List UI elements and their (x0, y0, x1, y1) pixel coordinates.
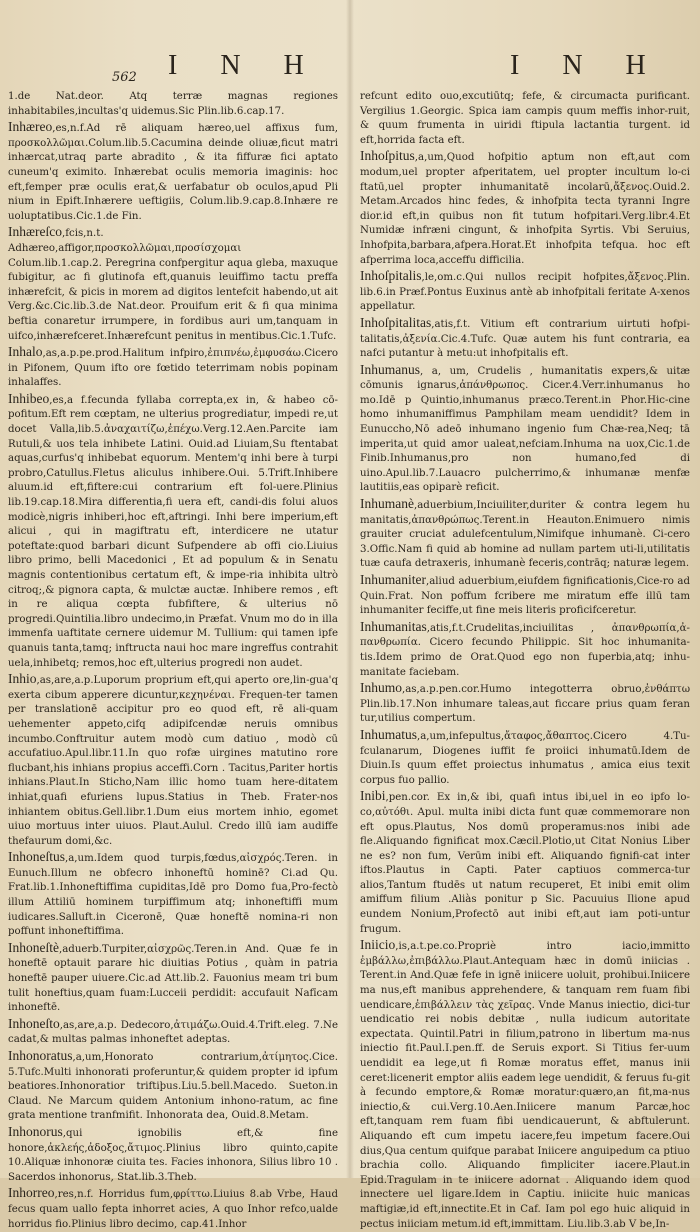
entry-text: ,aduerbium,Inciuiliter,duriter & contra legem hu manitatis,ἀπανθρώπως.Terent.in Heauton.Enimuero nimis grauiter cruciat adulefcentulum,Nimifque inhumanè. Ci-cero 3.Offic.Nam fi quid ab homine ad nullam partem uti-li,utilitatis tuæ caufa detraxeris, inhumanè feceris,contrāq; naturæ legem. (360, 500, 690, 570)
dictionary-entry (360, 88, 690, 148)
dictionary-entry (360, 269, 690, 315)
entry-headword: Inhumanè (360, 496, 414, 512)
dictionary-entry (8, 1017, 338, 1048)
dictionary-entry (8, 1186, 338, 1232)
entry-headword: Inhumaniter (360, 572, 426, 587)
left-column (8, 0, 338, 1230)
entry-headword: Inhorreo (8, 1185, 55, 1201)
entry-text: ,as,are,a.p. Dedecoro,ἀτιμάζω.Ouid.4.Trift.eleg. 7.Ne cadat,& multas palmas inhoneftet adeptas. (8, 1019, 338, 1046)
entry-headword: Inhoſpitus (360, 148, 415, 164)
dictionary-entry (360, 789, 690, 937)
dictionary-entry (8, 345, 338, 391)
entry-text: 1.de Nat.deor. Atq terræ magnas regiones inhabitabiles,incultas'q uidemus.Sic Plin.lib.6.cap.17. (8, 91, 338, 117)
entry-text: ,is,a.t.pe.co.Propriè intro iacio,immitto ἐμβάλλω,ἐπιβάλλω.Plaut.Antequam hæc in domū iniicias . Terent.in And.Quæ fefe in ignē iniicere uoluit, prohibui.Iniicere ma nus,eft manibus apprehendere, & tanquam rem fuam fibi uendicare,ἐπιβάλλειν τὰς χεῖρας. Vnde Manus iniectio, dici-tur uendicatio rei nobis debitæ , nulla iudicum autoritate expectata. Quintil.Patri in filium,patrono in libertum ma-nus iniectio fit.Paul.I.pen.ff. de Seruis export. Si Titius fer-uum uendidit ea lege,ut fi Romæ moratus effet, manus inii ceret:licenerit emptor aliis eadem lege uendidit, & feruus fu-git à fecundo emptore,& Romæ moratur:quæro,an fit,ma-nus iniectio,& cui.Verg.10.Aen.Iniicere manum Parcæ,hoc eft,tanquam rem fuam fibi uendicauerunt, & abftulerunt. Aliquando eft cum impetu iacere,feu impetum facere.Oui dius,Qua centum quifque parabat Iniicere anguipedum ca ptiuo brachia collo. Aliquando fimpliciter iacere.Plaut.in Epid.Tragulam in te iniicere adornat . Aliquando idem quod innectere uel ligare.Idem in Captiu. iniicite huic manicas maftigiæ,id eft,innectite.Et in Caf. Iam pol ego huic aliquid in pectus iniiciam metum.id eft,immittam. Liu.lib.3.ab V be,In- (360, 941, 690, 1230)
dictionary-entry (360, 149, 690, 268)
entry-text: ,es,n.f.Ad rē aliquam hæreo,uel affixus fum, προσκολλῶμαι.Colum.lib.5.Cacumina deinde oliuæ,ficut matri inhærcat,utraq parte abradito , & ita fiffuræ fici aptato cuneum'q eximito. Inhærebat oculis memoria imaginis: hoc eft,femper præ oculis erat,& uerfabatur ob oculos,apud Pli nium in Epift.Inhærere ueftigiis, Colum.lib.9.cap.8.Inhære re uoluptatibus.Cic.1.de Fin. (8, 123, 338, 222)
dictionary-entry (360, 681, 690, 727)
dictionary-entry (8, 392, 338, 671)
right-entries (360, 88, 690, 1232)
entry-headword: Inhæreo (8, 119, 53, 135)
entry-text: , a, um, Crudelis , humanitatis expers,& uitæ cōmunis ignarus,ἀπάνθρωπος. Cicer.4.Verr.inhumanus ho mo.Idē p Quintio,inhumanus præco.Terent.in Phor.Hic-cine homo inhumaniffimus Pamphilam meam uendidit? Idem in Eunuccho,Nō adeō inhumano ingenio fum Chæ-rea,Neq; tā imperita,ut quid amor ualeat,nefciam.Inhuma na uox,Cic.1.de Finib.Inhumanus,pro non humano,fed di uino.Apul.lib.7.Lauacro pulcherrimo,& inhumanæ menfæ lautitiis,eas opiparè reficit. (360, 365, 690, 494)
right-running-head (360, 0, 690, 88)
entry-text: ,res,n.f. Horridus fum,φρίττω.Liuius 8.ab Vrbe, Haud fecus quam uallo fepta inhorret acies, A quo Inhor refco,ualde horridus fio.Plinius libro decimo, cap.41.Inhor (8, 1189, 338, 1230)
dictionary-entry (360, 620, 690, 680)
dictionary-entry (8, 120, 338, 224)
entry-text: ,pen.cor. Ex in,& ibi, quafi intus ibi,uel in eo ipfo lo-co,αὐτόθι. Apul. multa inibi dicta funt quæ commemorare non eft opus.Plautus, Nos domū properamus:nos inibi ade fle.Aliquando fignificat mox.Cæcil.Plotio,ut Citat Nonius Liber ne es? non fum, Verūm inibi eft. Aliquando fignifi-cat inter iftos.Plautus in Capti. Pater captiuos commerca-tur alios,Tantum ftudēs ut natum recuperet, Et inibi emit olim amiffum filium .Aliàs ponitur p Sic. Pacuuius Ilione apud eundem Nonium,Profectō aut inibi eft,aut iam poti-untur frugum. (360, 792, 690, 935)
entry-headword: Inhumanitas (360, 618, 427, 634)
entry-headword: Inibi (360, 788, 386, 804)
entry-text: refcunt edito ouo,excutiūtq; fefe, & circumacta purificant. Vergilius 1.Georgic. Spica iam campis quum meffis inhor-ruit, & quum frumenta in uiridi ftipula lactantia turgent. id eft,horrida facta eft. (360, 91, 690, 146)
right-column (360, 0, 690, 1230)
entry-text: ,atis,f.t.Crudelitas,inciuilitas , ἀπανθρωπία,ἀ-πανθρωπία. Cicero fecundo Philippic. Sit hoc inhumanita-tis.Idem primo de Orat.Quod ego non fuperbia,atq; inhu-manitate faciebam. (360, 622, 690, 678)
entry-text: ,fcis,n.t. Adhæreo,affigor,προσκολλῶμαι,προσίσχομαι Colum.lib.1.cap.2. Peregrina confpergitur aqua gleba, maxuque fubigitur, ac fi glutinofa eft,quanuis leuiffimo tactu preffa inhærefcit, & picis in morem ad digitos lentefcit habendo,ut ait Verg.&c.Cic.lib.3.de Nat.deor. Prouifum erit & fi qua minima beftia conaretur irrumpere, in fordibus auri um,tanquam in uifco,inhærefceret.Inhærefcunt penitus in mentibus.Cic.1.Tufc. (8, 228, 338, 342)
entry-headword: Inhoſpitalitas (360, 314, 432, 330)
entry-text: ,a,um,Quod hofpitio aptum non eft,aut com modum,uel propter afperitatem, uel propter incultum lo-ci ftatū,uel propter inhumanitatē incolarū,ἄξενος.Ouid.2. Metam.Arcados hinc fedes, & inhofpita tecta tyranni Ingre dior.id eft,in quibus non fit tutum hofpitari.Verg.libr.4.Et Numidæ infræni cingunt, & inhofpita Syrtis. Vbi Seruius, Inhofpita,barbara,afpera.Horat.Et inhofpita tefqua. hoc eft afperrima loca,acceffu difficilia. (360, 152, 690, 266)
dictionary-entry (8, 850, 338, 940)
entry-headword: Inhumo (360, 680, 402, 696)
entry-headword: Iniicio (360, 937, 396, 953)
entry-text: ,aliud aduerbium,eiufdem fignificationis,Cice-ro ad Quin.Frat. Non poffum fcribere me miratum effe illū tam inhumaniter feciffe,ut fine meis literis proficifceretur. (360, 576, 690, 617)
entry-headword: Inhoſpitalis (360, 268, 422, 284)
entry-headword: Inhumanus (360, 361, 420, 377)
running-head-left: I N H (168, 50, 322, 81)
entry-text: ,a,um,Honorato contrarium,ἀτίμητος.Cice. 5.Tufc.Multi inhonorati proferuntur,& quidem propter id ipfum beatiores.Inhonoratior triftiþus.Liu.5.bell.Macedo. Sueton.in Claud. Ne Marcum quidem Antonium inhono-ratum, ac fine grata mentione tranfmifit. Inhonorata dea, Ouid.8.Metam. (8, 1052, 338, 1122)
entry-text: ,es,a f.fecunda fyllaba correpta,ex in, & habeo cō-pofitum.Eft rem cœptam, ne ulterius progrediatur, impedi re,ut docet Valla,lib.5.ἀναχαιτίζω,ἐπέχω.Verg.12.Aen.Parcite iam Rutuli,& uos tela inhibete Latini. Ouid.ad Liuiam,Su ftentabat aquas,curfus'q inhibebat equorum. Mentem'q inhi bere à turpi probro,Catullus.Fletus aliculus inhibere.Oui. 5.Trift.Inhibere aluum.id eft,fiftere:cui contrarium eft fol-uere.Plinius lib.19.cap.18.Mira differentia,fi uera eft, candi-dis folui aluos modicè,nigris inhiberi,hoc eft,aftringi. Inhi bere imperium,eft alicui , qui in magiftratu eft, interdicere ne utatur poteftate:quod barbari dicunt Sufpendere ab offi cio.Liuius libro primo, belli Macedonici , Et ad populum & in Senatu magnis contentionibus certatum eft, & impe-ria inhibita ultrò citroq;,& pignora capta, & mulctæ auctæ. Inhibere remos , eft in re aliqua cœpta fubfiftere, & ulterius nō progredi.Quintilia.libro undecimo,in Præfat. Vnum mo do in illa immenfa uaftitate cernere uidemur M. Tullium: qui tamen ipfe quanuis tanta,tamq; inftructa naui hoc mare ingreffus contrahit uela,inhibetq; remos,hoc eft,ulterius progredi non audet. (8, 394, 338, 669)
page-gutter (346, 0, 354, 1178)
entry-text: ,as,are,a.p.Luporum proprium eft,qui aperto ore,lin-gua'q exerta cibum apperere dicuntur,κεχηνέναι. Frequen-ter tamen per translationē accipitur pro eo quod eft, rē ali-quam uehementer appeto,cifq adipifcendæ neruis omnibus incumbo.Conftruitur autem modò cum datiuo , modò cū accufatiuo.Apul.libr.11.In quo rofæ uirgines matutino rore flucbant,his inhians propius acceffi.Corn . Tacitus,Pariter hortis inhians.Plaut.In Sticho,Nam illic homo tuam here-ditatem inhiat,quafi efuriens lupus.Statius in Theb. Frater-nos inhiantem obitus.Gell.libr.1.Dum eius mortem inhio, egomet uiuo mortuus inter uiuos. Plaut.Aulul. Credo illū iam audiffe thefaurum domi,&c. (8, 675, 338, 847)
dictionary-entry (8, 225, 338, 344)
entry-text: ,le,om.c.Qui nullos recipit hofpites,ἄξενος.Plin. lib.6.in Præf.Pontus Euxinus antè ab inhofpitali feritate A-xenos appellatur. (360, 272, 690, 313)
entry-headword: Inhoneſtè (8, 939, 59, 955)
entry-headword: Inhalo (8, 344, 43, 360)
entry-text: ,a,um,infepultus,ἄταφος,ἄθαπτος.Cicero 4.Tu-fculanarum, Diogenes iuffit fe proiici inhumatū.Idem de Diuin.Is quum effet proiectus inhumatus , amica eius texit corpus fuo pallio. (360, 730, 690, 786)
dictionary-entry (360, 363, 690, 496)
entry-headword: Inhumatus (360, 726, 417, 742)
dictionary-entry (8, 672, 338, 849)
entry-text: ,aduerb.Turpiter,αἰσχρῶς.Teren.in And. Quæ fe in honeftē optauit parare hic diuitias Potius , quàm in patria honeftē pauper uiuere.Cic.ad Att.lib.2. Fauonius meam tri bum tulit honeftius,quam fuam:Lucceii perdidit: accufauit Nafīcam inhoneftē. (8, 943, 338, 1014)
entry-text: ,as,a.p.pe.prod.Halitum infpiro,ἐπιπνέω,ἐμφυσάω.Cicero in Pifonem, Quum ifto ore fœtido teterrimam nobis popinam inhalaffes. (8, 348, 338, 389)
entry-headword: Inhæreſco (8, 224, 62, 240)
page-number: 562 (112, 70, 137, 85)
dictionary-entry (360, 728, 690, 788)
entry-text: ,as,a.p.pen.cor.Humo integotterra obruo,ἐνθάπτω Plin.lib.17.Non inhumare taleas,aut ficcare prius quam feran tur,utilius compertum. (360, 684, 690, 725)
dictionary-entry (360, 573, 690, 619)
entry-headword: Inhio (8, 671, 37, 687)
left-running-head (8, 0, 338, 88)
dictionary-entry (8, 88, 338, 119)
running-head-right: I N H (510, 50, 664, 81)
dictionary-entry (360, 316, 690, 362)
dictionary-entry (8, 941, 338, 1016)
entry-headword: Inhibeo (8, 390, 50, 406)
entry-headword: Inhoneſto (8, 1015, 60, 1031)
dictionary-entry (8, 1049, 338, 1124)
dictionary-entry (360, 497, 690, 572)
left-entries (8, 88, 338, 1232)
entry-headword: Inhonoratus (8, 1048, 73, 1063)
entry-text: ,atis,f.t. Vitium eft contrarium uirtuti hofpi-talitatis,ἀξενία.Cic.4.Tufc. Quæ autem his funt contraria, ea nafci putantur à metu:ut inhofpitalis eft. (360, 318, 690, 360)
entry-text: ,a,um.Idem quod turpis,fœdus,αἰσχρός.Teren. in Eunuch.Illum ne obfecro inhoneftū hominē? Ci.ad Qu. Frat.lib.1.Inhoneftiffima cupiditas,Idē pro Domo fua,Pro-fectò illum Attiliū hominem turpiffimum atq; inhoneftiffi mum iudicares.Salluft.in Ciceronē, Quæ honeftē nomina-ri non poffunt inhoneftiffima. (8, 853, 338, 938)
entry-text: ,qui ignobilis eft,& fine honore,ἀκλεής,ἀδοξος,ἄτιμος.Plinius libro quinto,capite 10.Aliquæ inhonoræ ciuita tes. Facies inhonora, Silius libro 10 . Sacerdos inhonorus, Stat.lib.3.Theb. (8, 1127, 338, 1183)
entry-headword: Inhonorus (8, 1123, 63, 1139)
dictionary-entry (8, 1125, 338, 1185)
entry-headword: Inhoneſtus (8, 849, 65, 865)
dictionary-entry (360, 938, 690, 1232)
